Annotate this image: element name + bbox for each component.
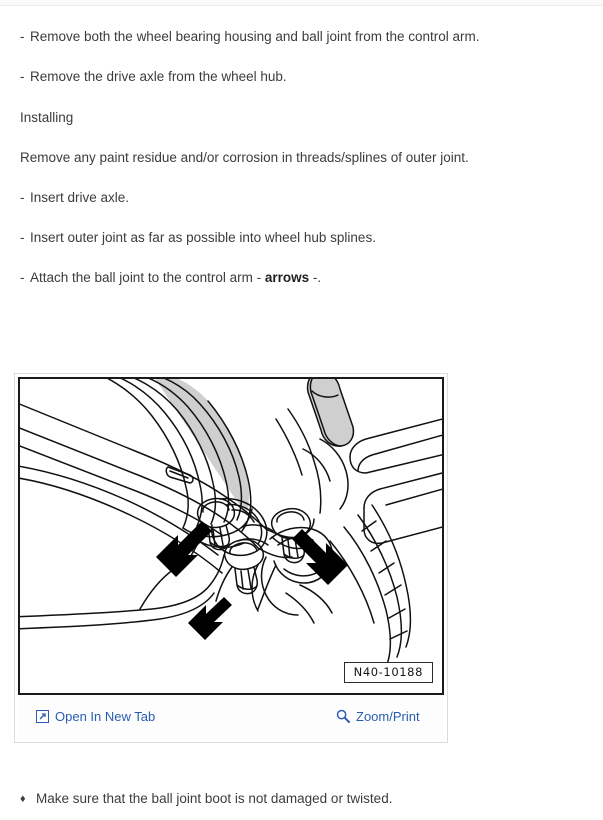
- step-marker: -: [20, 230, 25, 245]
- intro-paragraph: Remove any paint residue and/or corrosion in threads/splines of outer joint.: [20, 150, 469, 165]
- figure-code-label: N40-10188: [344, 662, 433, 683]
- figure-image[interactable]: [18, 377, 444, 695]
- step-item: [0, 189, 603, 206]
- attach-prefix: Attach the ball joint to the control arm -: [30, 270, 265, 285]
- zoom-print-link[interactable]: [336, 709, 420, 724]
- step-item: [0, 28, 603, 45]
- step-item-attach: [0, 269, 603, 286]
- zoom-print-label: Zoom/Print: [356, 708, 420, 724]
- step-text: Insert outer joint as far as possible into wheel hub splines.: [30, 230, 376, 245]
- figure-footer-bar: [18, 695, 444, 737]
- step-marker: -: [20, 190, 25, 205]
- section-heading-installing: Installing: [20, 110, 74, 125]
- step-marker: -: [20, 270, 25, 285]
- suspension-line-drawing: [20, 379, 442, 693]
- open-in-new-tab-label: Open In New Tab: [55, 708, 156, 724]
- attach-suffix: -.: [309, 270, 322, 285]
- step-text: Remove the drive axle from the wheel hub.: [30, 69, 287, 84]
- step-text: Insert drive axle.: [30, 190, 130, 205]
- diamond-bullet-icon: ♦: [20, 793, 26, 805]
- step-text: Remove both the wheel bearing housing and ball joint from the control arm.: [30, 29, 480, 44]
- note-text: Make sure that the ball joint boot is not damaged or twisted.: [36, 791, 393, 806]
- step-item: [0, 229, 603, 246]
- step-marker: -: [20, 29, 25, 44]
- document-body: [0, 5, 603, 286]
- external-link-icon: [36, 710, 49, 723]
- note-bullet-row: [20, 790, 580, 808]
- magnifier-icon: [336, 709, 350, 723]
- attach-emphasis-arrows: arrows: [264, 270, 310, 285]
- step-item: [0, 68, 603, 85]
- figure-panel: [14, 373, 448, 743]
- step-marker: -: [20, 69, 25, 84]
- open-in-new-tab-link[interactable]: [36, 709, 155, 724]
- step-text: [30, 269, 589, 286]
